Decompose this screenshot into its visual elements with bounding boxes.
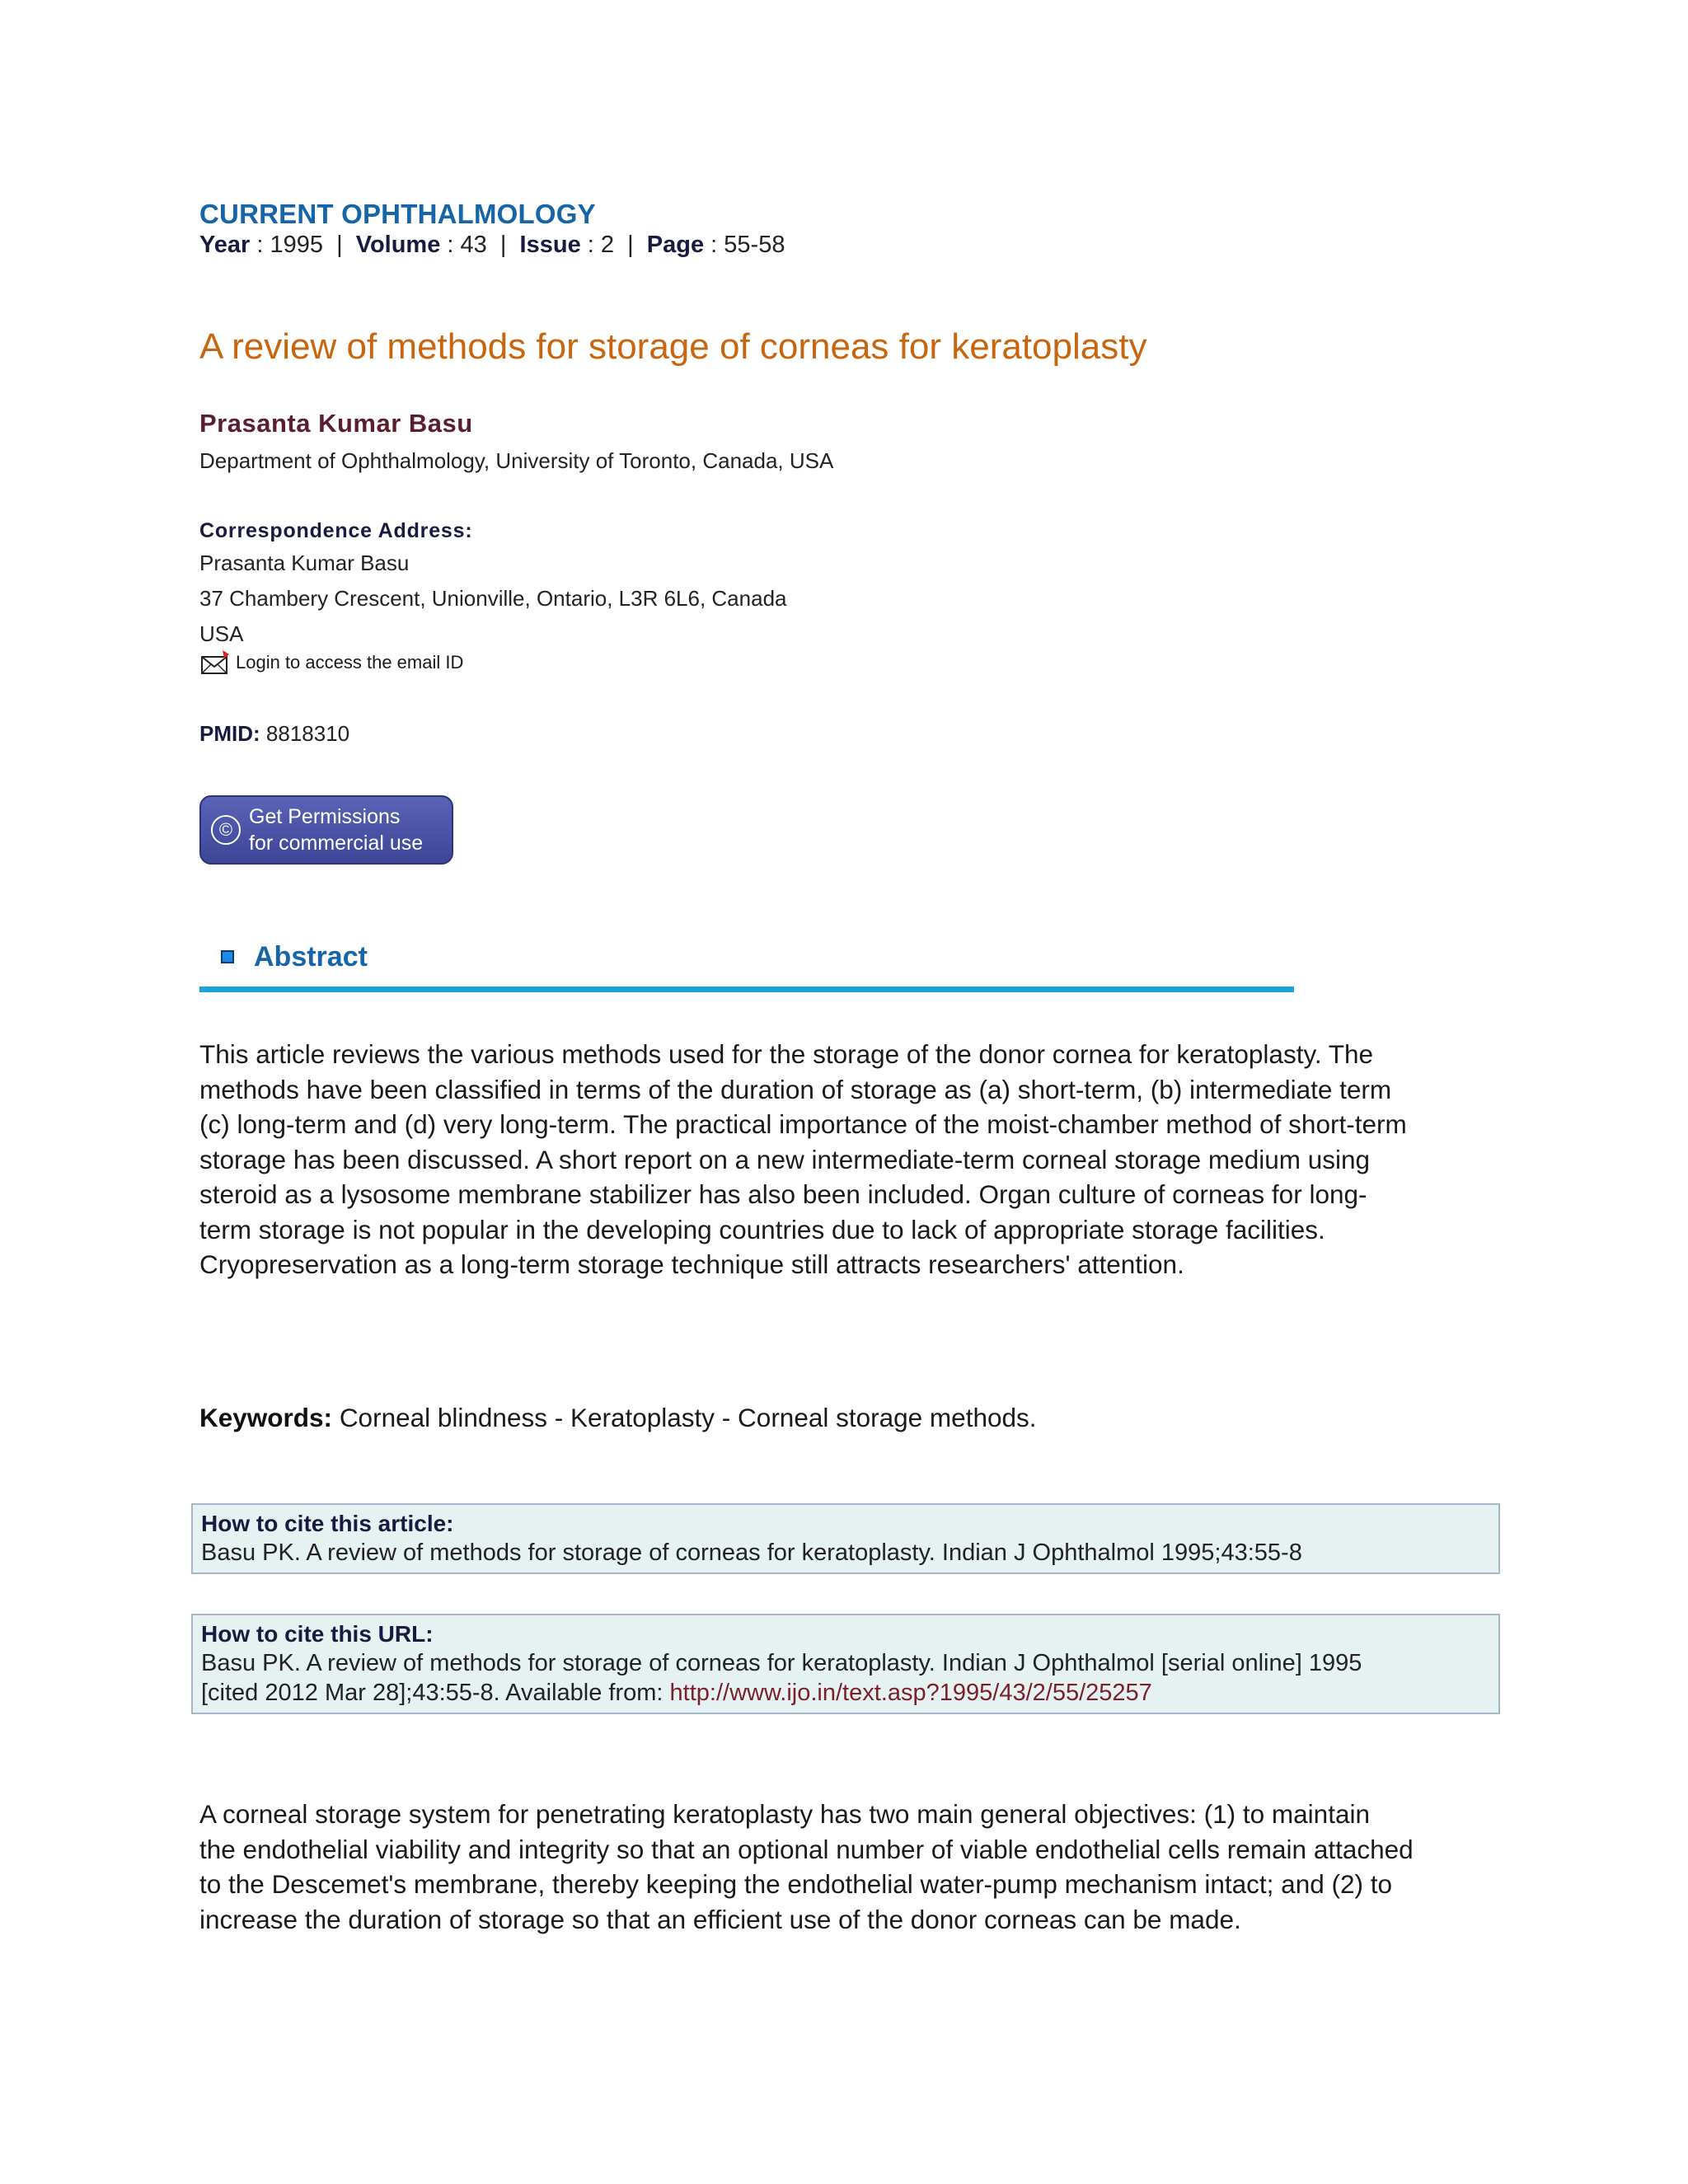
pmid-label: PMID: xyxy=(199,721,260,746)
volume-value: 43 xyxy=(460,232,487,258)
year-value: 1995 xyxy=(270,232,323,258)
cite-article-box xyxy=(191,1503,1500,1574)
body-line: A corneal storage system for penetrating keratoplasty has two main general objectives: (1) to maintain xyxy=(199,1799,1370,1829)
body-line: the endothelial viability and integrity so that an optional number of viable endothelial cells remain attached xyxy=(199,1834,1414,1864)
author-name: Prasanta Kumar Basu xyxy=(199,409,473,438)
abstract-line: (c) long-term and (d) very long-term. The practical importance of the moist-chamber method of short-term xyxy=(199,1109,1407,1139)
keywords-label: Keywords: xyxy=(199,1402,333,1432)
permissions-line-1: Get Permissions xyxy=(249,805,401,828)
cite-url-title: How to cite this URL: xyxy=(201,1621,434,1647)
abstract-line: term storage is not popular in the developing countries due to lack of appropriate storage facilities. xyxy=(199,1214,1325,1244)
keywords-value: Corneal blindness - Keratoplasty - Corneal storage methods. xyxy=(339,1402,1037,1432)
abstract-line: methods have been classified in terms of the duration of storage as (a) short-term, (b) intermediate term xyxy=(199,1074,1392,1104)
correspondence-street: 37 Chambery Crescent, Unionville, Ontario, L3R 6L6, Canada xyxy=(199,586,787,611)
article-page xyxy=(199,198,1502,1934)
correspondence-label: Correspondence Address: xyxy=(199,519,473,542)
cite-url-line-1: Basu PK. A review of methods for storage of corneas for keratoplasty. Indian J Ophthalmol [serial online] 1995 xyxy=(201,1650,1362,1676)
article-title: A review of methods for storage of corneas for keratoplasty xyxy=(199,326,1147,367)
keywords xyxy=(199,1401,1502,1434)
year-label: Year xyxy=(199,232,251,258)
abstract-line: This article reviews the various methods used for the storage of the donor cornea for keratoplasty. The xyxy=(199,1039,1374,1069)
cite-article-title: How to cite this article: xyxy=(201,1511,454,1536)
copyright-icon: © xyxy=(211,815,241,845)
abstract-body xyxy=(199,1037,1502,1282)
issue-metadata: Year : 1995 | Volume : 43 | Issue : 2 | Page : 55-58 xyxy=(199,232,785,258)
journal-section-title: CURRENT OPHTHALMOLOGY xyxy=(199,199,596,229)
get-permissions-button[interactable] xyxy=(199,795,453,865)
correspondence-country: USA xyxy=(199,621,244,646)
square-bullet-icon xyxy=(221,950,234,963)
page-value: 55-58 xyxy=(724,232,785,258)
author-affiliation: Department of Ophthalmology, University of Toronto, Canada, USA xyxy=(199,448,834,473)
pmid-value: 8818310 xyxy=(265,721,350,746)
correspondence-name: Prasanta Kumar Basu xyxy=(199,551,410,575)
body-line: to the Descemet's membrane, thereby keeping the endothelial water-pump mechanism intact; and (2) to xyxy=(199,1869,1393,1899)
pmid xyxy=(199,719,1502,748)
body-line: increase the duration of storage so that an efficient use of the donor corneas can be made. xyxy=(199,1904,1241,1934)
cite-url-box xyxy=(191,1614,1500,1714)
envelope-icon xyxy=(199,649,232,677)
email-login-link[interactable] xyxy=(199,649,1502,677)
abstract-line: steroid as a lysosome membrane stabilizer has also been included. Organ culture of corneas for long- xyxy=(199,1179,1367,1209)
abstract-title: Abstract xyxy=(254,940,368,972)
abstract-line: Cryopreservation as a long-term storage technique still attracts researchers' attention. xyxy=(199,1249,1184,1279)
abstract-heading xyxy=(199,939,1502,975)
permissions-line-2: for commercial use xyxy=(249,832,424,855)
issue-value: 2 xyxy=(600,232,615,258)
volume-label: Volume xyxy=(355,232,441,258)
article-url-link[interactable]: http://www.ijo.in/text.asp?1995/43/2/55/25257 xyxy=(669,1680,1152,1706)
email-login-label[interactable]: Login to access the email ID xyxy=(236,652,464,673)
cite-url-line-2: [cited 2012 Mar 28];43:55-8. Available from: http://www.ijo.in/text.asp?1995/43/2/55/25257 xyxy=(201,1680,1152,1706)
abstract-line: storage has been discussed. A short report on a new intermediate-term corneal storage medium using xyxy=(199,1144,1371,1174)
issue-label: Issue xyxy=(519,232,581,258)
abstract-divider xyxy=(199,987,1294,992)
page-label: Page xyxy=(646,232,705,258)
cite-article-text: Basu PK. A review of methods for storage of corneas for keratoplasty. Indian J Ophthalmol 1995;43:55-8 xyxy=(201,1540,1302,1566)
body-paragraph xyxy=(199,1797,1414,1937)
